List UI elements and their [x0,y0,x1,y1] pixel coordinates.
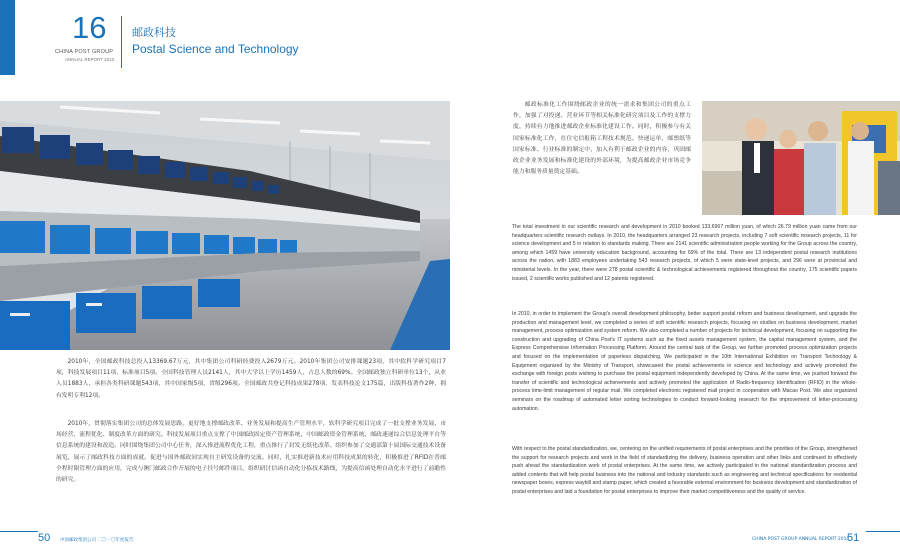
left-paragraph-2: 2010年，贯彻落实集团公司的总体发展思路，更好地支撑邮政改革、业务发展和提高生产管理水平，软科学研究项目完成了一批支撑业务发展、市场经营、流程优化、制度改革方面的研究。科技发展项目重点支撑了中国邮政固定资产管理系统、中国邮政资金管理系统、邮政速递综合信息处理平台等信息系统的建设和改造。同时围绕集团公司中心任务，深入推进流程优化工程，重点推行了封发无纸化改革。组织参加了交通部第十届国际交通技术设备展览，展示了邮政科技方面的成就。促进与国外邮政间实现自主研发设备的交流。同时，扎实推进新技术应用科技成果的转化，积极推进了RFID在普邮全程时限管理方面的应用，完成与澳门邮政合作开展的电子挂号邮件项目，组织研讨信函自动化分拣技术路线，为提高信函处理自动化水平进行了前瞻性的研究。 [56,421,446,484]
footer-rule-right [866,531,900,532]
header-report-name: ANNUAL REPORT 2010 [65,57,115,62]
header-divider [121,16,122,68]
section-number: 16 [72,10,107,45]
footer-text-left: 中国邮政集团公司 二〇一〇年度报告 [60,538,134,543]
page-number-right: 51 [847,532,860,544]
footer-text-right: CHINA POST GROUP ANNUAL REPORT 2010 [752,537,850,542]
right-paragraph-en-3: With respect to the postal standardization, we, centering on the unified requirements of postal enterprises and the priorities of the Group, strengthened the support for research projects and work in the field of standardizing the delivery, business operation and other links and continued to effectively push ahead the standardization work of postal enterprises. At the same time, we actively participated in the national standardization process and added contents that will help postal business into the national and industry standards such as engineering and technical specifications for residential newspaper boxes, express waybill and stamp paper, which created a favorable external environment for business development and standardization of postal enterprises and laid a foundation for postal enterprises to improve their market competitiveness and the quality of service. [512,446,857,495]
left-paragraph-1: 2010年，全国邮政科技总投入13369.67万元，其中集团公司科研经费投入2679万元。2010年集团公司安排课题23项，其中软科学研究项目7项，科技发展项目11项，标准项目5项。全国科技管理人员2141人，其中大学以上学历1459人，占总人数的69%。全国邮政独立科研单位13个，从业人员1883人，承担各类科研课题543项，其中国家级5项，省级296项。全国邮政共登记科技成果278项，发表科技论文175篇，出版科技著作2种，拥有发明专利12项。 [56,359,446,399]
section-title-cn: 邮政科技 [132,26,176,39]
right-paragraph-cn: 邮政标准化工作围绕邮政企业的统一需求和集团公司的重点工作，加强了对投递、营业环节等相关标准化研究项目及工作的支撑力度，持续有力地推进邮政企业标准化建设工作。同时，积极参与有关国家标准化工作，在住宅信报箱工程技术规范、快递运单、邮票纸等国家标准、行业标准的制定中，加入有利于邮政企业的内容，巩固邮政企业业务发展和标准化建设的外部环境，为提高邮政企业市场竞争能力和服务质量奠定基础。 [513,102,691,176]
page-number-left: 50 [38,532,51,544]
mail-sorting-machine-photo [0,101,450,350]
header-org-name: CHINA POST GROUP [55,49,114,55]
officials-inspection-photo [702,101,900,215]
section-title-en: Postal Science and Technology [132,42,299,56]
footer-rule-left [0,531,38,532]
header-color-bar [0,0,15,75]
right-paragraph-en-2: In 2010, in order to implement the Group's overall development philosophy, better support postal reform and business development, and upgrade the production and management level, we completed a series of soft scientific research projects, focusing on studies on business development, market management, process optimization and system reform. We also completed a number of projects for technical development, focusing on supporting the construction and upgrading of China Post's IT systems such as the fixed assets management system, the capital management system, and the Express Comprehensive Information Processing Platform. Around the central task of the Group, we further promoted process optimization projects and focused on the implementation of paperless dispatching. We participated in the 10th International Exhibition on Transport Technology & Equipment organized by the Ministry of Transport, showcased the postal achievements in science and technology and actively promoted the exchange with foreign posts wishing to purchase the postal equipment independently developed by China. At the same time, we pushed forward the transfer of scientific and technological achievements and actively promoted the application of Radio-frequency Identification (RFID) in the whole-process time-limit management of regular mail. We completed electronic registered mail project in cooperation with Macao Post. We also organized seminars on the roadmap of automated letter sorting technologies to conduct forward-looking research for the improvement of letter-processing automation. [512,311,857,412]
right-paragraph-en-1: The total investment in our scientific research and development in 2010 booked 133.6967 million yuan, of which 26.79 million yuan came from our headquarters scientific research outlays. In 2010, the headquarters arranged 23 research projects, including 7 soft scientific research projects, 11 for science development and 5 in relation to standards making. There are 2141 scientific administration people working for the Group across the country, among which 1459 have university education background, accounting for 69% of the total. There are 13 independent postal research institutions across the nation, with 1883 employees undertaking 543 research projects, of which 5 were state-level projects, and 296 were at provincial and ministerial levels. In the year, there were 278 postal scientific & technological achievements registered throughout the country, 175 scientific papers issued, 2 scientific works published and 12 patents registered. [512,224,857,282]
